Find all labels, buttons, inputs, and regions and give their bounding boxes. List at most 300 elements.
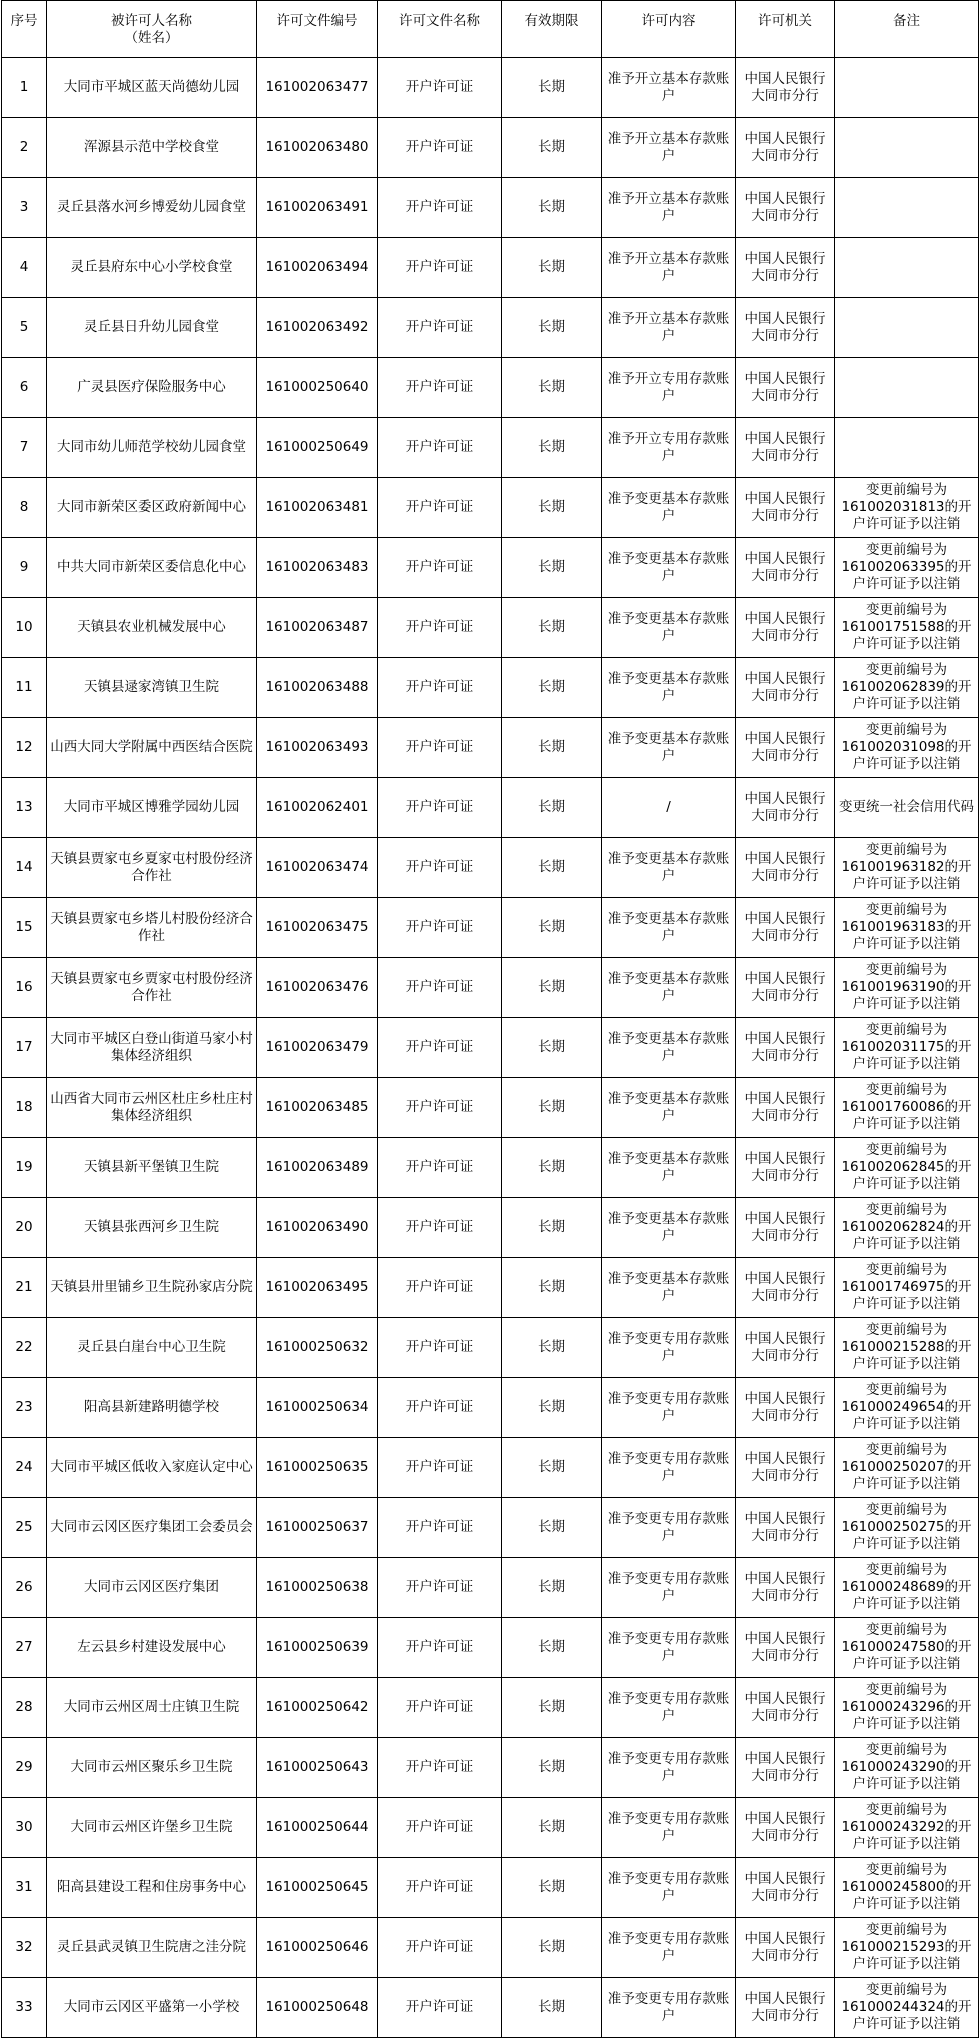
cell-license-number: 161000250638 — [257, 1558, 378, 1618]
cell-license-content: / — [602, 778, 736, 838]
cell-remarks: 变更前编号为161000250207的开户许可证予以注销 — [835, 1438, 979, 1498]
cell-licensee-name: 大同市云州区聚乐乡卫生院 — [47, 1738, 257, 1798]
table-row — [2, 1798, 979, 1858]
cell-license-content: 准予变更专用存款账户 — [602, 1438, 736, 1498]
cell-validity: 长期 — [502, 1738, 602, 1798]
cell-licensee-name: 天镇县逯家湾镇卫生院 — [47, 658, 257, 718]
cell-license-name: 开户许可证 — [378, 1738, 502, 1798]
cell-validity: 长期 — [502, 538, 602, 598]
cell-issuing-authority: 中国人民银行大同市分行 — [736, 1678, 835, 1738]
cell-license-content: 准予变更专用存款账户 — [602, 1858, 736, 1918]
cell-index: 27 — [2, 1618, 47, 1678]
cell-issuing-authority: 中国人民银行大同市分行 — [736, 1138, 835, 1198]
cell-license-content: 准予开立基本存款账户 — [602, 178, 736, 238]
cell-license-content: 准予变更专用存款账户 — [602, 1978, 736, 2038]
cell-licensee-name: 大同市云州区许堡乡卫生院 — [47, 1798, 257, 1858]
cell-validity: 长期 — [502, 418, 602, 478]
cell-license-name: 开户许可证 — [378, 1858, 502, 1918]
cell-index: 7 — [2, 418, 47, 478]
cell-license-number: 161002063493 — [257, 718, 378, 778]
cell-index: 2 — [2, 118, 47, 178]
cell-validity: 长期 — [502, 178, 602, 238]
cell-remarks — [835, 118, 979, 178]
cell-license-number: 161002063488 — [257, 658, 378, 718]
cell-index: 17 — [2, 1018, 47, 1078]
cell-index: 8 — [2, 478, 47, 538]
cell-license-name: 开户许可证 — [378, 898, 502, 958]
cell-issuing-authority: 中国人民银行大同市分行 — [736, 1498, 835, 1558]
cell-licensee-name: 天镇县张西河乡卫生院 — [47, 1198, 257, 1258]
cell-remarks — [835, 58, 979, 118]
cell-license-name: 开户许可证 — [378, 538, 502, 598]
cell-remarks — [835, 418, 979, 478]
table-row — [2, 178, 979, 238]
cell-index: 4 — [2, 238, 47, 298]
cell-issuing-authority: 中国人民银行大同市分行 — [736, 1378, 835, 1438]
table-row — [2, 958, 979, 1018]
cell-issuing-authority: 中国人民银行大同市分行 — [736, 1318, 835, 1378]
cell-remarks: 变更前编号为161001746975的开户许可证予以注销 — [835, 1258, 979, 1318]
cell-issuing-authority: 中国人民银行大同市分行 — [736, 1198, 835, 1258]
cell-license-name: 开户许可证 — [378, 298, 502, 358]
table-row — [2, 238, 979, 298]
cell-issuing-authority: 中国人民银行大同市分行 — [736, 238, 835, 298]
table-row — [2, 1858, 979, 1918]
cell-issuing-authority: 中国人民银行大同市分行 — [736, 1978, 835, 2038]
cell-issuing-authority: 中国人民银行大同市分行 — [736, 178, 835, 238]
cell-license-content: 准予变更基本存款账户 — [602, 1018, 736, 1078]
cell-license-number: 161002063481 — [257, 478, 378, 538]
cell-license-name: 开户许可证 — [378, 658, 502, 718]
cell-license-content: 准予变更专用存款账户 — [602, 1798, 736, 1858]
cell-index: 24 — [2, 1438, 47, 1498]
cell-remarks — [835, 238, 979, 298]
cell-license-name: 开户许可证 — [378, 1618, 502, 1678]
license-table — [1, 0, 979, 2038]
table-row — [2, 1498, 979, 1558]
cell-license-name: 开户许可证 — [378, 958, 502, 1018]
cell-license-number: 161002063480 — [257, 118, 378, 178]
cell-remarks: 变更前编号为161000244324的开户许可证予以注销 — [835, 1978, 979, 2038]
cell-index: 3 — [2, 178, 47, 238]
cell-index: 5 — [2, 298, 47, 358]
cell-issuing-authority: 中国人民银行大同市分行 — [736, 298, 835, 358]
cell-license-name: 开户许可证 — [378, 238, 502, 298]
cell-issuing-authority: 中国人民银行大同市分行 — [736, 1858, 835, 1918]
cell-license-number: 161002063489 — [257, 1138, 378, 1198]
cell-validity: 长期 — [502, 1318, 602, 1378]
cell-licensee-name: 大同市平城区博雅学园幼儿园 — [47, 778, 257, 838]
cell-license-content: 准予变更基本存款账户 — [602, 898, 736, 958]
cell-license-content: 准予变更基本存款账户 — [602, 598, 736, 658]
cell-remarks: 变更前编号为161002062839的开户许可证予以注销 — [835, 658, 979, 718]
cell-index: 10 — [2, 598, 47, 658]
cell-license-name: 开户许可证 — [378, 1558, 502, 1618]
cell-licensee-name: 中共大同市新荣区委信息化中心 — [47, 538, 257, 598]
cell-licensee-name: 大同市云冈区医疗集团 — [47, 1558, 257, 1618]
cell-license-content: 准予变更专用存款账户 — [602, 1738, 736, 1798]
cell-remarks: 变更前编号为161000245800的开户许可证予以注销 — [835, 1858, 979, 1918]
cell-license-content: 准予开立专用存款账户 — [602, 418, 736, 478]
cell-licensee-name: 大同市云冈区平盛第一小学校 — [47, 1978, 257, 2038]
cell-validity: 长期 — [502, 238, 602, 298]
cell-license-number: 161000250649 — [257, 418, 378, 478]
cell-license-number: 161000250635 — [257, 1438, 378, 1498]
header-remarks: 备注 — [835, 1, 979, 58]
cell-index: 28 — [2, 1678, 47, 1738]
cell-license-number: 161002063483 — [257, 538, 378, 598]
cell-issuing-authority: 中国人民银行大同市分行 — [736, 118, 835, 178]
cell-license-name: 开户许可证 — [378, 1798, 502, 1858]
cell-index: 1 — [2, 58, 47, 118]
cell-license-content: 准予开立专用存款账户 — [602, 358, 736, 418]
cell-validity: 长期 — [502, 1018, 602, 1078]
cell-licensee-name: 山西大同大学附属中西医结合医院 — [47, 718, 257, 778]
header-index: 序号 — [2, 1, 47, 58]
cell-remarks: 变更前编号为161000243290的开户许可证予以注销 — [835, 1738, 979, 1798]
cell-license-name: 开户许可证 — [378, 178, 502, 238]
cell-licensee-name: 灵丘县武灵镇卫生院唐之洼分院 — [47, 1918, 257, 1978]
cell-license-number: 161000250645 — [257, 1858, 378, 1918]
cell-remarks: 变更前编号为161002062845的开户许可证予以注销 — [835, 1138, 979, 1198]
cell-license-name: 开户许可证 — [378, 358, 502, 418]
cell-validity: 长期 — [502, 1918, 602, 1978]
table-row — [2, 58, 979, 118]
table-row — [2, 1018, 979, 1078]
cell-license-number: 161002063475 — [257, 898, 378, 958]
cell-validity: 长期 — [502, 658, 602, 718]
cell-validity: 长期 — [502, 1978, 602, 2038]
cell-issuing-authority: 中国人民银行大同市分行 — [736, 478, 835, 538]
cell-license-name: 开户许可证 — [378, 1978, 502, 2038]
table-row — [2, 1378, 979, 1438]
cell-index: 25 — [2, 1498, 47, 1558]
header-license-content: 许可内容 — [602, 1, 736, 58]
cell-licensee-name: 山西省大同市云州区杜庄乡杜庄村集体经济组织 — [47, 1078, 257, 1138]
cell-license-name: 开户许可证 — [378, 778, 502, 838]
cell-index: 12 — [2, 718, 47, 778]
cell-index: 18 — [2, 1078, 47, 1138]
cell-licensee-name: 左云县乡村建设发展中心 — [47, 1618, 257, 1678]
table-row — [2, 1078, 979, 1138]
header-licensee-name-label: 被许可人名称 （姓名） — [111, 13, 192, 46]
cell-license-name: 开户许可证 — [378, 1078, 502, 1138]
table-row — [2, 1738, 979, 1798]
cell-license-number: 161000250632 — [257, 1318, 378, 1378]
table-row — [2, 658, 979, 718]
cell-validity: 长期 — [502, 1618, 602, 1678]
cell-validity: 长期 — [502, 1558, 602, 1618]
cell-validity: 长期 — [502, 1138, 602, 1198]
cell-issuing-authority: 中国人民银行大同市分行 — [736, 778, 835, 838]
cell-licensee-name: 天镇县卅里铺乡卫生院孙家店分院 — [47, 1258, 257, 1318]
table-row — [2, 838, 979, 898]
cell-license-name: 开户许可证 — [378, 718, 502, 778]
cell-issuing-authority: 中国人民银行大同市分行 — [736, 718, 835, 778]
cell-index: 6 — [2, 358, 47, 418]
cell-license-name: 开户许可证 — [378, 1138, 502, 1198]
cell-license-name: 开户许可证 — [378, 478, 502, 538]
cell-index: 19 — [2, 1138, 47, 1198]
cell-license-content: 准予变更专用存款账户 — [602, 1318, 736, 1378]
cell-issuing-authority: 中国人民银行大同市分行 — [736, 1078, 835, 1138]
table-row — [2, 418, 979, 478]
cell-license-number: 161002063491 — [257, 178, 378, 238]
table-row — [2, 118, 979, 178]
cell-license-number: 161000250644 — [257, 1798, 378, 1858]
cell-remarks — [835, 178, 979, 238]
cell-validity: 长期 — [502, 898, 602, 958]
cell-index: 13 — [2, 778, 47, 838]
cell-licensee-name: 大同市平城区白登山街道马家小村集体经济组织 — [47, 1018, 257, 1078]
cell-index: 29 — [2, 1738, 47, 1798]
cell-license-number: 161000250648 — [257, 1978, 378, 2038]
cell-licensee-name: 灵丘县落水河乡博爱幼儿园食堂 — [47, 178, 257, 238]
cell-license-content: 准予变更基本存款账户 — [602, 718, 736, 778]
cell-issuing-authority: 中国人民银行大同市分行 — [736, 1438, 835, 1498]
table-row — [2, 898, 979, 958]
cell-validity: 长期 — [502, 478, 602, 538]
cell-license-content: 准予变更基本存款账户 — [602, 1258, 736, 1318]
cell-license-content: 准予变更基本存款账户 — [602, 838, 736, 898]
cell-licensee-name: 阳高县建设工程和住房事务中心 — [47, 1858, 257, 1918]
cell-issuing-authority: 中国人民银行大同市分行 — [736, 1258, 835, 1318]
table-row — [2, 778, 979, 838]
cell-issuing-authority: 中国人民银行大同市分行 — [736, 1798, 835, 1858]
cell-validity: 长期 — [502, 358, 602, 418]
cell-license-content: 准予变更专用存款账户 — [602, 1558, 736, 1618]
cell-licensee-name: 灵丘县府东中心小学校食堂 — [47, 238, 257, 298]
table-row — [2, 1318, 979, 1378]
table-row — [2, 1198, 979, 1258]
cell-license-number: 161000250637 — [257, 1498, 378, 1558]
cell-license-content: 准予变更基本存款账户 — [602, 1198, 736, 1258]
cell-remarks: 变更前编号为161000243296的开户许可证予以注销 — [835, 1678, 979, 1738]
cell-license-number: 161000250643 — [257, 1738, 378, 1798]
cell-license-name: 开户许可证 — [378, 1918, 502, 1978]
cell-validity: 长期 — [502, 298, 602, 358]
cell-index: 16 — [2, 958, 47, 1018]
cell-remarks: 变更前编号为161000247580的开户许可证予以注销 — [835, 1618, 979, 1678]
cell-license-number: 161002063479 — [257, 1018, 378, 1078]
cell-issuing-authority: 中国人民银行大同市分行 — [736, 1018, 835, 1078]
cell-licensee-name: 大同市云州区周士庄镇卫生院 — [47, 1678, 257, 1738]
cell-issuing-authority: 中国人民银行大同市分行 — [736, 1738, 835, 1798]
cell-validity: 长期 — [502, 1378, 602, 1438]
cell-licensee-name: 灵丘县日升幼儿园食堂 — [47, 298, 257, 358]
cell-license-content: 准予变更基本存款账户 — [602, 538, 736, 598]
cell-license-number: 161002063495 — [257, 1258, 378, 1318]
cell-remarks: 变更前编号为161001760086的开户许可证予以注销 — [835, 1078, 979, 1138]
cell-licensee-name: 大同市幼儿师范学校幼儿园食堂 — [47, 418, 257, 478]
cell-remarks: 变更前编号为161002062824的开户许可证予以注销 — [835, 1198, 979, 1258]
cell-license-name: 开户许可证 — [378, 118, 502, 178]
cell-license-name: 开户许可证 — [378, 1198, 502, 1258]
cell-license-number: 161002063492 — [257, 298, 378, 358]
cell-index: 11 — [2, 658, 47, 718]
cell-validity: 长期 — [502, 1498, 602, 1558]
header-validity: 有效期限 — [502, 1, 602, 58]
cell-issuing-authority: 中国人民银行大同市分行 — [736, 898, 835, 958]
cell-license-content: 准予开立基本存款账户 — [602, 118, 736, 178]
cell-remarks: 变更前编号为161000248689的开户许可证予以注销 — [835, 1558, 979, 1618]
cell-remarks: 变更前编号为161000250275的开户许可证予以注销 — [835, 1498, 979, 1558]
table-row — [2, 1438, 979, 1498]
table-row — [2, 538, 979, 598]
cell-license-number: 161000250646 — [257, 1918, 378, 1978]
cell-licensee-name: 广灵县医疗保险服务中心 — [47, 358, 257, 418]
cell-issuing-authority: 中国人民银行大同市分行 — [736, 538, 835, 598]
cell-license-name: 开户许可证 — [378, 1378, 502, 1438]
cell-validity: 长期 — [502, 598, 602, 658]
table-row — [2, 598, 979, 658]
cell-license-number: 161002063485 — [257, 1078, 378, 1138]
header-issuing-authority: 许可机关 — [736, 1, 835, 58]
cell-index: 33 — [2, 1978, 47, 2038]
cell-license-name: 开户许可证 — [378, 1678, 502, 1738]
cell-issuing-authority: 中国人民银行大同市分行 — [736, 1618, 835, 1678]
cell-license-number: 161000250634 — [257, 1378, 378, 1438]
cell-license-name: 开户许可证 — [378, 1258, 502, 1318]
table-row — [2, 1978, 979, 2038]
cell-license-content: 准予变更专用存款账户 — [602, 1498, 736, 1558]
table-header-row — [2, 1, 979, 58]
cell-license-content: 准予变更专用存款账户 — [602, 1618, 736, 1678]
cell-validity: 长期 — [502, 778, 602, 838]
cell-issuing-authority: 中国人民银行大同市分行 — [736, 658, 835, 718]
cell-license-name: 开户许可证 — [378, 418, 502, 478]
table-body — [2, 58, 979, 2038]
cell-index: 26 — [2, 1558, 47, 1618]
cell-index: 15 — [2, 898, 47, 958]
cell-remarks: 变更前编号为161000215288的开户许可证予以注销 — [835, 1318, 979, 1378]
cell-validity: 长期 — [502, 118, 602, 178]
cell-license-number: 161002063494 — [257, 238, 378, 298]
cell-issuing-authority: 中国人民银行大同市分行 — [736, 358, 835, 418]
cell-licensee-name: 天镇县贾家屯乡夏家屯村股份经济合作社 — [47, 838, 257, 898]
cell-licensee-name: 天镇县贾家屯乡贾家屯村股份经济合作社 — [47, 958, 257, 1018]
cell-validity: 长期 — [502, 1078, 602, 1138]
cell-validity: 长期 — [502, 958, 602, 1018]
cell-license-name: 开户许可证 — [378, 1498, 502, 1558]
table-row — [2, 1618, 979, 1678]
cell-issuing-authority: 中国人民银行大同市分行 — [736, 958, 835, 1018]
cell-licensee-name: 灵丘县白崖台中心卫生院 — [47, 1318, 257, 1378]
cell-license-name: 开户许可证 — [378, 838, 502, 898]
cell-index: 22 — [2, 1318, 47, 1378]
cell-licensee-name: 大同市新荣区委区政府新闻中心 — [47, 478, 257, 538]
cell-remarks — [835, 358, 979, 418]
cell-licensee-name: 阳高县新建路明德学校 — [47, 1378, 257, 1438]
cell-index: 23 — [2, 1378, 47, 1438]
table-row — [2, 298, 979, 358]
table-row — [2, 718, 979, 778]
cell-license-name: 开户许可证 — [378, 1438, 502, 1498]
cell-license-content: 准予变更基本存款账户 — [602, 658, 736, 718]
cell-remarks: 变更前编号为161000249654的开户许可证予以注销 — [835, 1378, 979, 1438]
cell-remarks: 变更前编号为161001963190的开户许可证予以注销 — [835, 958, 979, 1018]
cell-issuing-authority: 中国人民银行大同市分行 — [736, 418, 835, 478]
cell-remarks: 变更前编号为161002031098的开户许可证予以注销 — [835, 718, 979, 778]
cell-remarks: 变更前编号为161001963183的开户许可证予以注销 — [835, 898, 979, 958]
cell-validity: 长期 — [502, 718, 602, 778]
cell-license-name: 开户许可证 — [378, 1018, 502, 1078]
cell-index: 9 — [2, 538, 47, 598]
cell-license-number: 161002062401 — [257, 778, 378, 838]
cell-remarks: 变更前编号为161002031813的开户许可证予以注销 — [835, 478, 979, 538]
cell-license-content: 准予开立基本存款账户 — [602, 238, 736, 298]
cell-remarks: 变更前编号为161002031175的开户许可证予以注销 — [835, 1018, 979, 1078]
cell-validity: 长期 — [502, 1678, 602, 1738]
cell-issuing-authority: 中国人民银行大同市分行 — [736, 1558, 835, 1618]
cell-licensee-name: 天镇县农业机械发展中心 — [47, 598, 257, 658]
cell-remarks: 变更前编号为161001751588的开户许可证予以注销 — [835, 598, 979, 658]
cell-remarks: 变更前编号为161002063395的开户许可证予以注销 — [835, 538, 979, 598]
table-row — [2, 1678, 979, 1738]
cell-index: 20 — [2, 1198, 47, 1258]
cell-license-number: 161000250640 — [257, 358, 378, 418]
cell-license-name: 开户许可证 — [378, 1318, 502, 1378]
cell-license-content: 准予变更专用存款账户 — [602, 1678, 736, 1738]
cell-license-content: 准予开立基本存款账户 — [602, 298, 736, 358]
cell-remarks: 变更统一社会信用代码 — [835, 778, 979, 838]
cell-license-number: 161000250639 — [257, 1618, 378, 1678]
table-row — [2, 1138, 979, 1198]
cell-validity: 长期 — [502, 58, 602, 118]
cell-license-content: 准予变更专用存款账户 — [602, 1918, 736, 1978]
cell-licensee-name: 浑源县示范中学校食堂 — [47, 118, 257, 178]
cell-licensee-name: 天镇县贾家屯乡塔儿村股份经济合作社 — [47, 898, 257, 958]
cell-license-content: 准予变更基本存款账户 — [602, 958, 736, 1018]
cell-licensee-name: 天镇县新平堡镇卫生院 — [47, 1138, 257, 1198]
cell-validity: 长期 — [502, 1858, 602, 1918]
header-licensee-name — [47, 1, 257, 58]
cell-remarks: 变更前编号为161000243292的开户许可证予以注销 — [835, 1798, 979, 1858]
cell-index: 21 — [2, 1258, 47, 1318]
cell-validity: 长期 — [502, 1438, 602, 1498]
cell-remarks: 变更前编号为161001963182的开户许可证予以注销 — [835, 838, 979, 898]
cell-license-number: 161002063487 — [257, 598, 378, 658]
header-license-number: 许可文件编号 — [257, 1, 378, 58]
cell-licensee-name: 大同市平城区低收入家庭认定中心 — [47, 1438, 257, 1498]
table-row — [2, 1258, 979, 1318]
cell-license-number: 161002063474 — [257, 838, 378, 898]
cell-license-content: 准予变更基本存款账户 — [602, 478, 736, 538]
cell-index: 30 — [2, 1798, 47, 1858]
cell-license-number: 161002063477 — [257, 58, 378, 118]
cell-license-name: 开户许可证 — [378, 58, 502, 118]
cell-licensee-name: 大同市云冈区医疗集团工会委员会 — [47, 1498, 257, 1558]
cell-license-number: 161002063490 — [257, 1198, 378, 1258]
table-row — [2, 358, 979, 418]
cell-index: 32 — [2, 1918, 47, 1978]
cell-remarks: 变更前编号为161000215293的开户许可证予以注销 — [835, 1918, 979, 1978]
cell-issuing-authority: 中国人民银行大同市分行 — [736, 1918, 835, 1978]
cell-license-content: 准予变更基本存款账户 — [602, 1078, 736, 1138]
cell-licensee-name: 大同市平城区蓝天尚德幼儿园 — [47, 58, 257, 118]
table-row — [2, 1918, 979, 1978]
cell-issuing-authority: 中国人民银行大同市分行 — [736, 838, 835, 898]
cell-license-number: 161000250642 — [257, 1678, 378, 1738]
header-license-name: 许可文件名称 — [378, 1, 502, 58]
table-row — [2, 1558, 979, 1618]
cell-remarks — [835, 298, 979, 358]
cell-license-number: 161002063476 — [257, 958, 378, 1018]
cell-issuing-authority: 中国人民银行大同市分行 — [736, 598, 835, 658]
cell-issuing-authority: 中国人民银行大同市分行 — [736, 58, 835, 118]
cell-validity: 长期 — [502, 838, 602, 898]
cell-license-content: 准予变更专用存款账户 — [602, 1378, 736, 1438]
